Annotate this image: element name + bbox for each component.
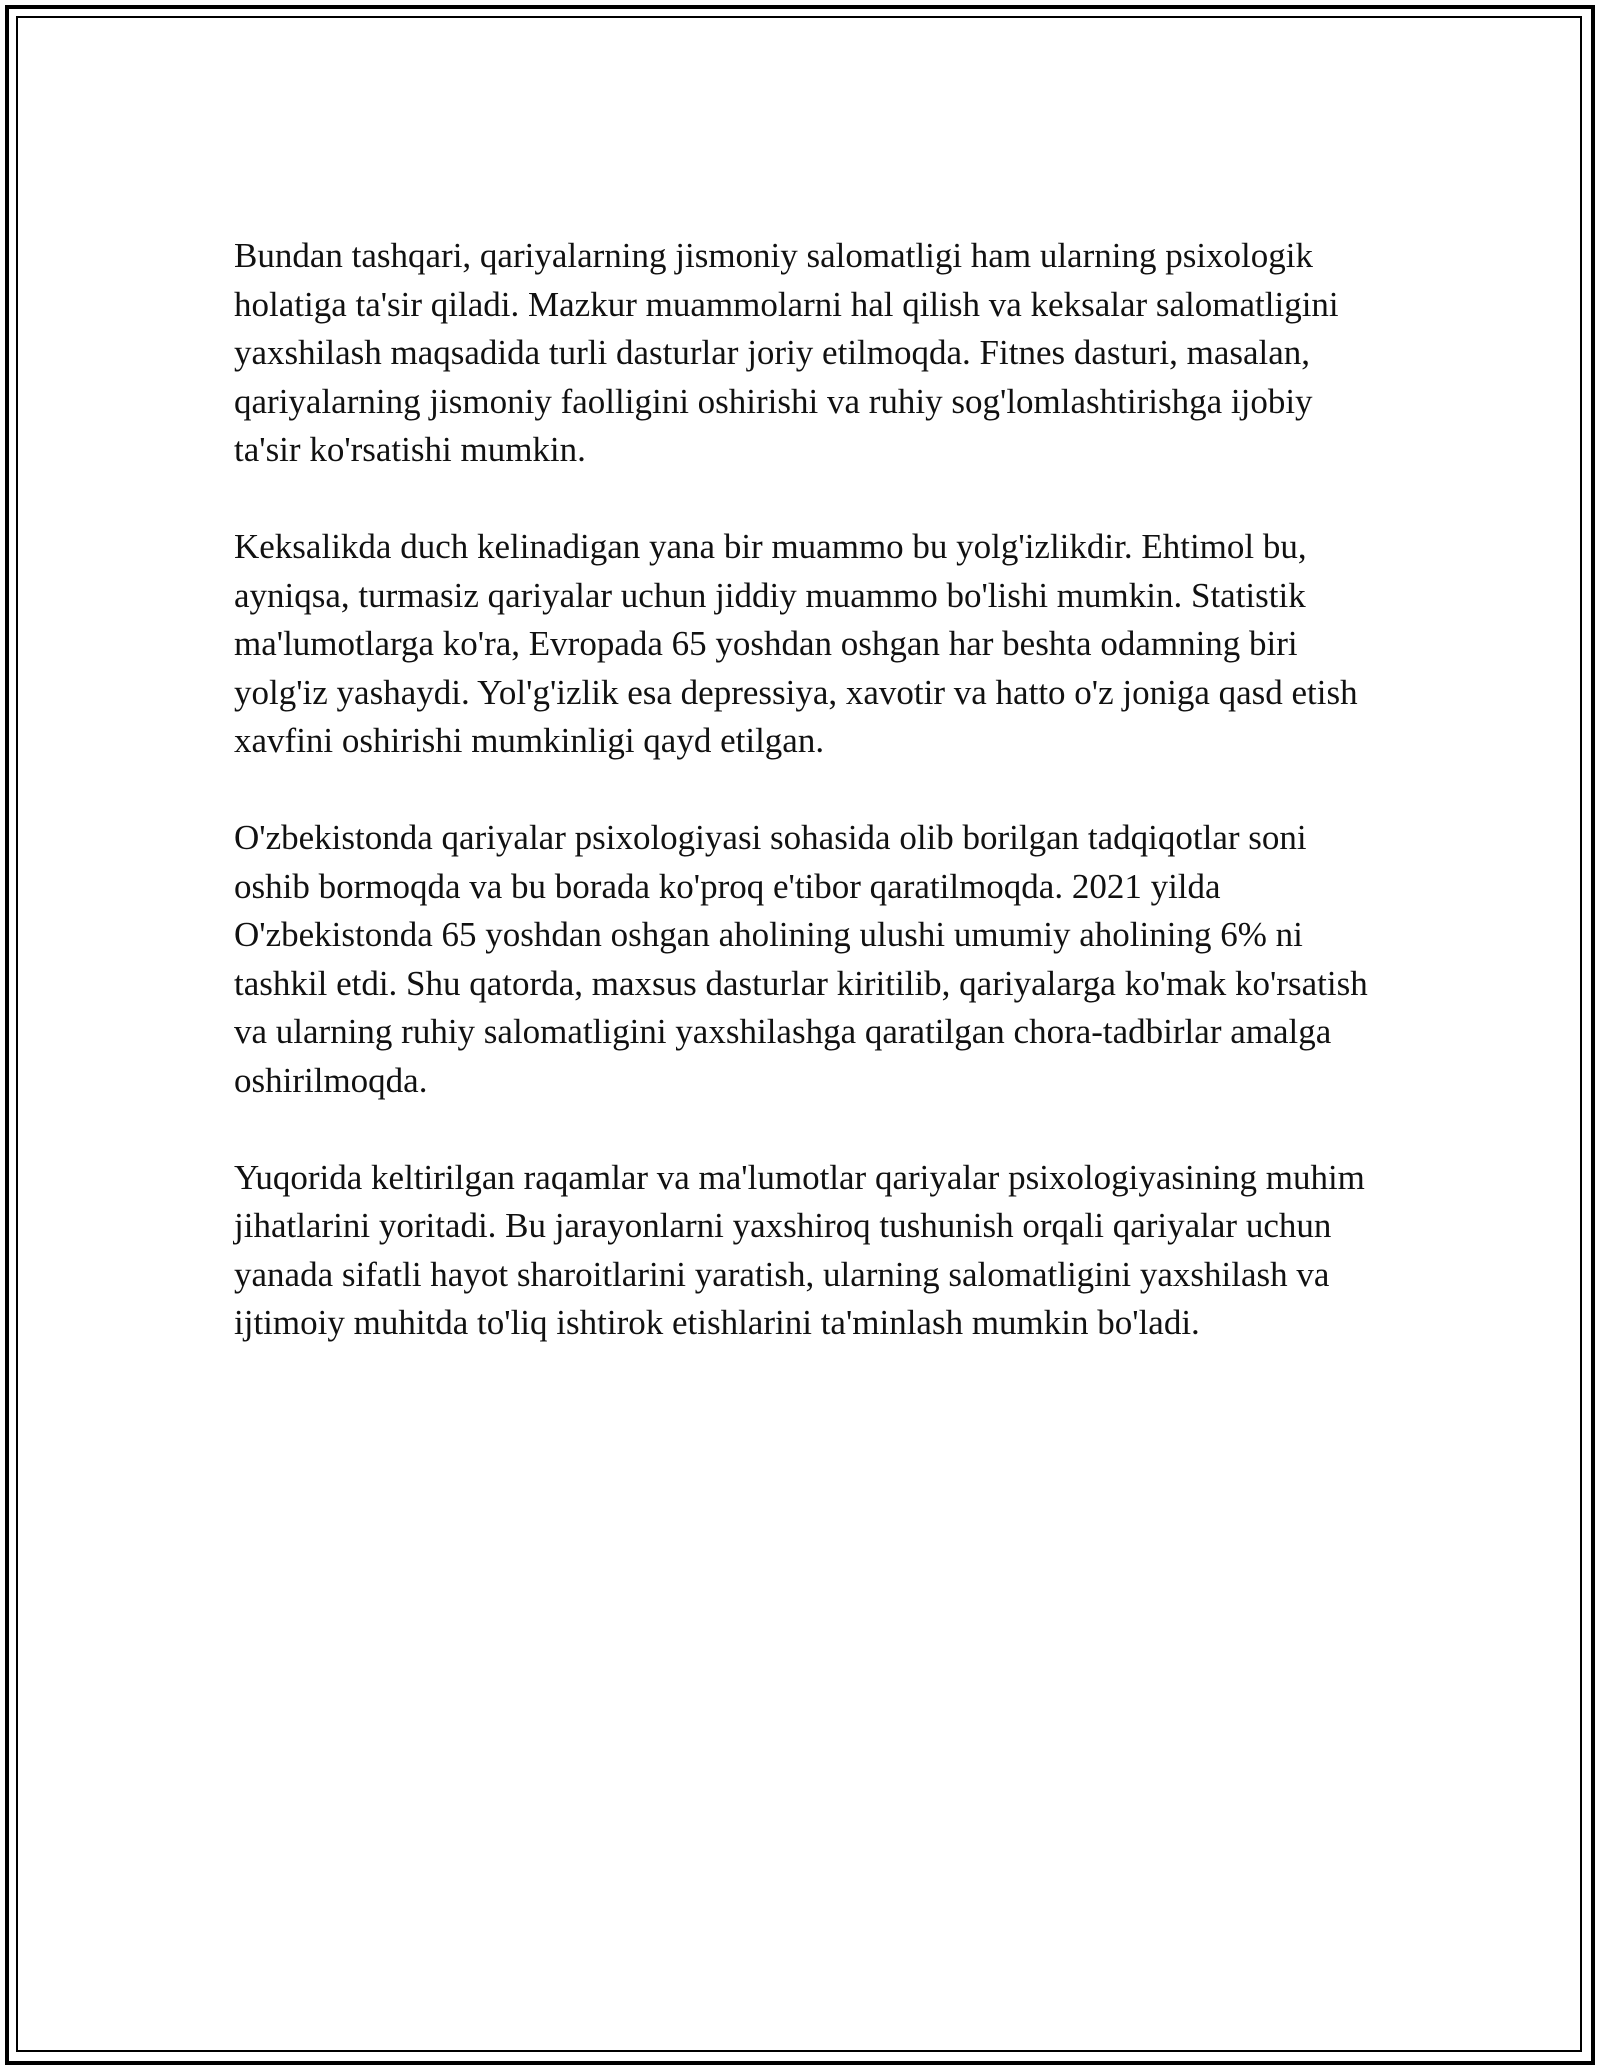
paragraph-2: Keksalikda duch kelinadigan yana bir muammo bu yolg'izlikdir. Ehtimol bu, ayniqsa, turmasiz qariyalar uchun jiddiy muammo bo'lishi mumkin. Statistik ma'lumotlarga ko'ra, Evropada 65 yoshdan oshgan har beshta odamning biri yolg'iz yashaydi. Yol'g'izlik esa depressiya, xavotir va hatto o'z joniga qasd etish xavfini oshirishi mumkinligi qayd etilgan. [234, 527, 1358, 760]
paragraph-3: O'zbekistonda qariyalar psixologiyasi sohasida olib borilgan tadqiqotlar soni oshib bormoqda va bu borada ko'proq e'tibor qaratilmoqda. 2021 yilda O'zbekistonda 65 yoshdan oshgan aholining ulushi umumiy aholining 6% ni tashkil etdi. Shu qatorda, maxsus dasturlar kiritilib, qariyalarga ko'mak ko'rsatish va ularning ruhiy salomatligini yaxshilashga qaratilgan chora-tadbirlar amalga oshirilmoqda. [234, 818, 1368, 1100]
paragraph-4: Yuqorida keltirilgan raqamlar va ma'lumotlar qariyalar psixologiyasining muhim jihatlarini yoritadi. Bu jarayonlarni yaxshiroq tushunish orqali qariyalar uchun yanada sifatli hayot sharoitlarini yaratish, ularning salomatligini yaxshilash va ijtimoiy muhitda to'liq ishtirok etishlarini ta'minlash mumkin bo'ladi. [234, 1157, 1365, 1342]
paragraph-1: Bundan tashqari, qariyalarning jismoniy salomatligi ham ularning psixologik holatiga ta'sir qiladi. Mazkur muammolarni hal qilish va keksalar salomatligini yaxshilash maqsadida turli dasturlar joriy etilmoqda. Fitnes dasturi, masalan, qariyalarning jismoniy faolligini oshirishi va ruhiy sog'lomlashtirishga ijobiy ta'sir ko'rsatishi mumkin. [234, 236, 1339, 469]
document-body [234, 232, 1384, 1348]
